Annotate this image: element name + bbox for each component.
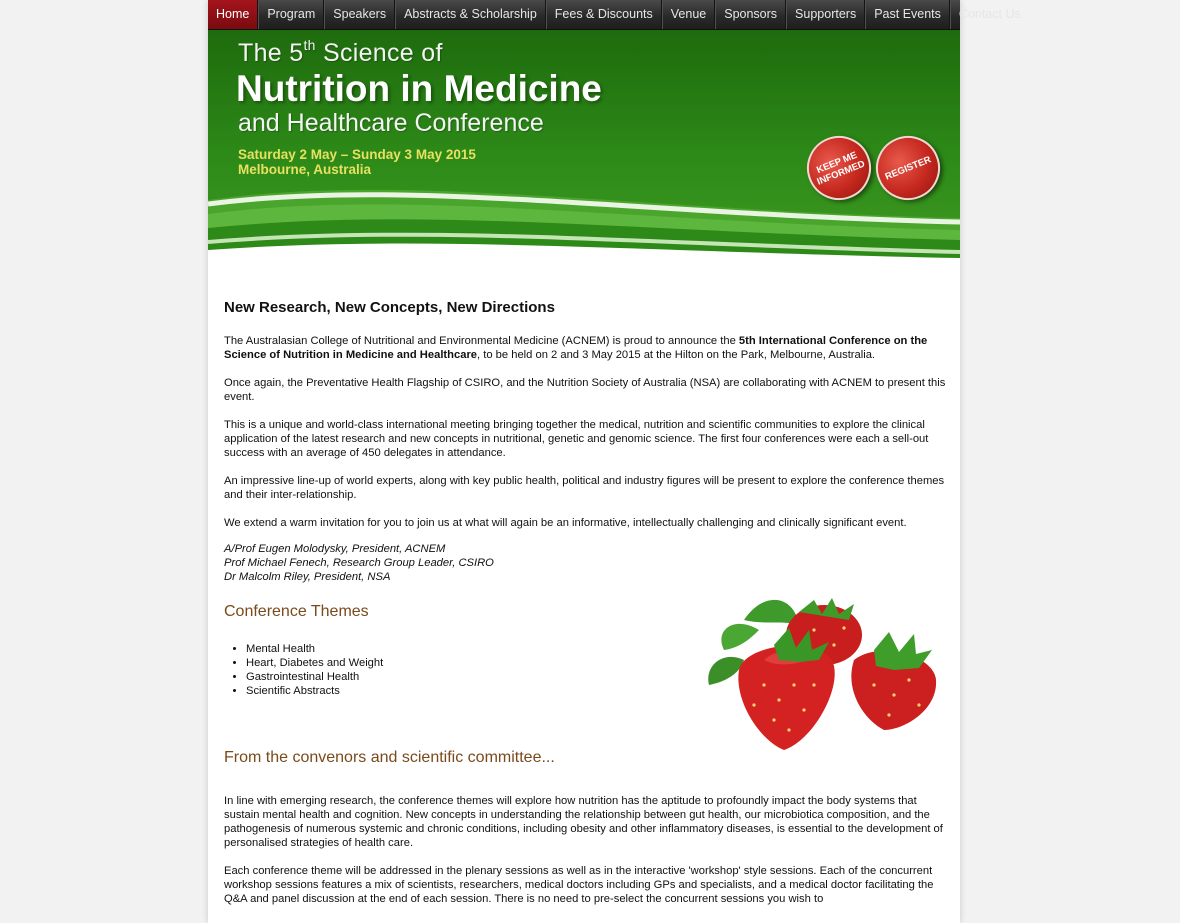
experts-paragraph: An impressive line-up of world experts, along with key public health, political and industry figures will be present to explore the conference themes and their inter-relationship. [224,475,945,501]
list-item: • Heart, Diabetes and Weight [246,656,946,670]
collaboration-paragraph: Once again, the Preventative Health Flagship of CSIRO, and the Nutrition Society of Australia (NSA) are collaborating with ACNEM to present this event. [224,377,946,403]
banner-title-line3: and Healthcare Conference [238,109,544,137]
nav-past-events[interactable]: Past Events [865,0,950,29]
main-nav [208,0,1021,30]
banner-date: Saturday 2 May – Sunday 3 May 2015 [238,147,476,162]
register-button[interactable]: REGISTER [866,126,949,209]
themes-section [224,602,946,748]
meeting-paragraph: This is a unique and world-class international meeting bringing together the medical, nutrition and scientific communities to explore the clinical application of the latest research and new concepts in nutritional, genetic and genomic science. The first four conferences were each a sell-out success with an average of 450 delegates in attendance. [224,419,929,459]
signatory: A/Prof Eugen Molodysky, President, ACNEM [224,543,446,555]
themes-heading: Conference Themes [224,603,369,620]
convenors-heading: From the convenors and scientific committee... [224,749,555,766]
nav-venue[interactable]: Venue [662,0,715,29]
nav-fees-discounts[interactable]: Fees & Discounts [546,0,662,29]
nav-abstracts-scholarship[interactable]: Abstracts & Scholarship [395,0,546,29]
banner-location: Melbourne, Australia [238,162,372,177]
page [208,0,1021,923]
main-content [224,298,946,920]
banner-title-line1: The 5th Science of [238,37,443,67]
keep-me-informed-button[interactable]: KEEP ME INFORMED [797,126,880,209]
nav-home[interactable]: Home [208,0,258,29]
banner-title-main: Nutrition in Medicine [236,68,602,109]
list-item: • Mental Health [246,642,946,656]
list-item: • Gastrointestinal Health [246,670,946,684]
nav-contact-us[interactable]: Contact Us [950,0,1029,29]
page-title: New Research, New Concepts, New Directions [224,299,555,316]
invitation-paragraph: We extend a warm invitation for you to join us at what will again be an informative, intellectually challenging and clinically significant event. [224,517,907,529]
sessions-paragraph: Each conference theme will be addressed in the plenary sessions as well as in the interactive 'workshop' style sessions. Each of the concurrent workshop sessions features a mix of scientists, researchers, medical doctors including GPs and specialists, and a medical doctor facilitating the Q&A and panel discussion at the end of each session. There is no need to pre-select the concurrent sessions you wish to [224,865,934,905]
nav-supporters[interactable]: Supporters [786,0,865,29]
nav-sponsors[interactable]: Sponsors [715,0,786,29]
convenors-paragraph: In line with emerging research, the conference themes will explore how nutrition has the aptitude to profoundly impact the body systems that sustain mental health and cognition. New concepts in understanding the relationship between gut health, our microbiotica composition, and the pathogenesis of numerous systemic and chronic conditions, including obesity and other inflammatory diseases, is essential to the development of personalised strategies of health care. [224,795,943,849]
signatories [224,542,946,584]
strawberry-image [704,590,946,760]
signatory: Prof Michael Fenech, Research Group Leader, CSIRO [224,557,494,569]
nav-speakers[interactable]: Speakers [324,0,395,29]
list-item: • Scientific Abstracts [246,684,946,698]
nav-program[interactable]: Program [258,0,324,29]
signatory: Dr Malcolm Riley, President, NSA [224,571,391,583]
conference-banner [208,30,960,262]
intro-paragraph: The Australasian College of Nutritional and Environmental Medicine (ACNEM) is proud to announce the 5th International Conference on the Science of Nutrition in Medicine and Healthcare, to be held on 2 and 3 May 2015 at the Hilton on the Park, Melbourne, Australia. [224,335,928,361]
